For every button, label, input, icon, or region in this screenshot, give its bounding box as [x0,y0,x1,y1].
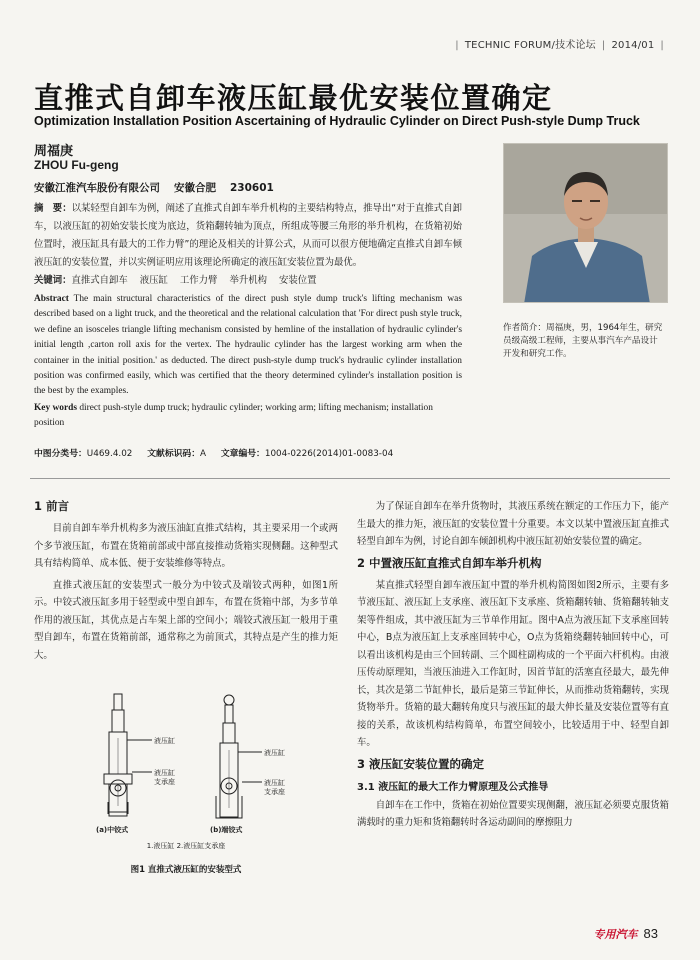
affiliation-company: 安徽江淮汽车股份有限公司 [34,182,160,194]
clc-number: U469.4.02 [86,449,133,459]
title-english: Optimization Installation Position Ascertaining of Hydraulic Cylinder on Direct Push-style Dump Truck [34,114,640,128]
abstract-cn-label: 摘 要： [34,203,72,214]
cylinder-diagram [34,690,338,860]
keyword: 工作力臂 [179,275,218,286]
page-number: 83 [643,926,658,941]
label-cylinder-b: 液压缸 [264,749,285,757]
doc-code-label: 文献标识码： [147,449,201,459]
keyword: 直推式自卸车 [71,275,128,286]
figure-1-caption: 图1 直推式液压缸的安装型式 [130,865,242,875]
keyword: 举升机构 [229,275,267,286]
intro-continuation: 为了保证自卸车在举升货物时，其液压系统在额定的工作压力下，能产生最大的推力矩，液压缸的安装位置十分重要。本文以某中置液压缸直推式轻型自卸车为例，讨论自卸车倾卸机构中液压缸初始安装位置的确定。 [357,501,669,547]
abstract-cn-text: 以某轻型自卸车为例，阐述了直推式自卸车举升机构的主要结构特点，推导出“对于直推式自卸车，以液压缸的初始安装长度为底边，货箱翻转轴为顶点，所组成等腰三角形的举升机构，在货箱初始位置时，液压缸具有最大的工作力臂”的理论及相关的计算公式，从而可以很方便地确定直推式自卸车倾液压缸的安装位置，并以实例证明应用该理论所确定的液压缸安装位置为最优。 [34,203,462,268]
affiliation-city: 安徽合肥 [174,182,216,194]
section-2-heading: 2 中置液压缸直推式自卸车举升机构 [357,555,542,570]
section-1-heading: 1 前言 [34,499,70,513]
section-1-paragraph-1: 目前自卸车举升机构多为液压油缸直推式结构，其主要采用一个或两个多节液压缸，布置在货箱前部或中部直接推动货箱实现侧翻。这种型式具有结构简单、成本低、便于安装维修等特点。 [34,523,338,569]
journal-section: TECHNIC FORUM/技术论坛 [464,40,596,51]
abstract-english [34,292,462,400]
label-cylinder-a: 液压缸 [154,737,175,745]
article-number-label: 文章编号： [220,449,265,459]
affiliation [34,180,288,195]
keyword: 安装位置 [278,275,317,286]
page-footer [594,926,658,942]
article-number: 1004-0226(2014)01-0083-04 [264,449,394,459]
keywords-chinese [34,272,462,290]
label-support-b-line1: 液压缸 [264,779,285,787]
section-3-1-heading: 3.1 液压缸的最大工作力臂原理及公式推导 [357,781,549,793]
journal-logo: 专用汽车 [593,928,638,941]
label-support-a-line2: 支承座 [154,778,175,786]
figure-1 [34,690,338,880]
section-3-1-paragraph: 自卸车在工作中，货箱在初始位置要实现侧翻，液压缸必须要克服货箱满载时的重力矩和货箱翻转时各运动副间的摩擦阻力 [357,799,669,828]
left-column [34,498,338,668]
author-biography: 作者简介：周福庚，男，1964年生，研究员级高级工程师，主要从事汽车产品设计开发和研究工作。 [503,323,663,359]
author-chinese: 周福庚 [34,144,74,159]
section-1-paragraph-2: 直推式液压缸的安装型式一般分为中铰式及端铰式两种，如图1所示。中铰式液压缸多用于轻型或中型自卸车，布置在货箱中部，为多节单作用的液压缸，其优点是占车架上部的空间小；端铰式液压缸一般用于重型自卸车，布置在货箱前部，通常称之为前顶式，其特点是产生的推力矩大。 [34,579,338,661]
abstract-en-label: Abstract [34,294,69,304]
divider [30,478,670,479]
section-2-paragraph: 某直推式轻型自卸车液压缸中置的举升机构简图如图2所示，主要有多节液压缸、液压缸上支承座、液压缸下支承座、货箱翻转轴、货箱翻转轴支架等件组成，其中液压缸为三节单作用缸。图中A点为液压缸下支承座回转中心，B点为液压缸上支承座回转中心，O点为货箱绕翻转轴回转中心，可以看出该机构是由三个回转副、三个圆柱副构成的一个平面六杆机构。由液压传动原理知，当液压油进入工作缸时，因首节缸的活塞直径最大，最先伸长，其次是第二节缸伸长，最后是第三节缸伸长，从而推动货箱翻转，实现货物举升。货箱的最大翻转角度只与液压缸的最大伸长量及安装位置等有直接的关系，故该机构结构简单，布置空间较小，比较适用于中、轻型自卸车。 [357,579,669,748]
author-photo [503,143,668,303]
keywords-english [34,401,462,432]
affiliation-postcode: 230601 [230,182,274,194]
title-chinese: 直推式自卸车液压缸最优安装位置确定 [34,81,553,115]
abstract-en-text: The main structural characteristics of the direct push style dump truck's lifting mechanism was described based on a light truck, and the theoretical and the relational calculation that 'For direct push style truck, we define an isosceles triangle lifting mechanism consisted by hemline of the installation of hydraulic cylinder's initial length ,carton roll axis for the vertex. The hydraulic cylinder has the largest working arm when the container in the initial position.' as deducted. The direct push-style dump truck's hydraulic cylinder installation position was confirmed easily, which was certified that the theory determined cylinder's installation position is the best by the examples. [34,294,462,397]
subcaption-b: (b)端铰式 [210,826,243,834]
classification-line [34,446,654,459]
running-header: | TECHNIC FORUM/技术论坛 | 2014/01 | [455,40,664,51]
subcaption-a: (a)中铰式 [96,826,129,834]
keywords-cn-label: 关键词： [34,275,72,286]
issue-number: 2014/01 [611,40,655,51]
label-support-a-line1: 液压缸 [154,769,175,777]
section-3-heading: 3 液压缸安装位置的确定 [357,756,485,771]
right-column [357,498,669,836]
author-portrait-image [504,144,668,303]
label-support-b-line2: 支承座 [264,788,285,796]
clc-label: 中图分类号： [34,449,87,459]
figure-legend: 1.液压缸 2.液压缸支承座 [146,842,226,850]
keyword: 液压缸 [139,275,168,286]
keywords-en-label: Key words [34,403,77,413]
keywords-en-text: direct push-style dump truck; hydraulic cylinder; working arm; lifting mechanism; installation position [34,403,433,429]
doc-code: A [200,449,207,459]
author-english: ZHOU Fu-geng [34,158,119,172]
abstract-chinese [34,200,462,272]
